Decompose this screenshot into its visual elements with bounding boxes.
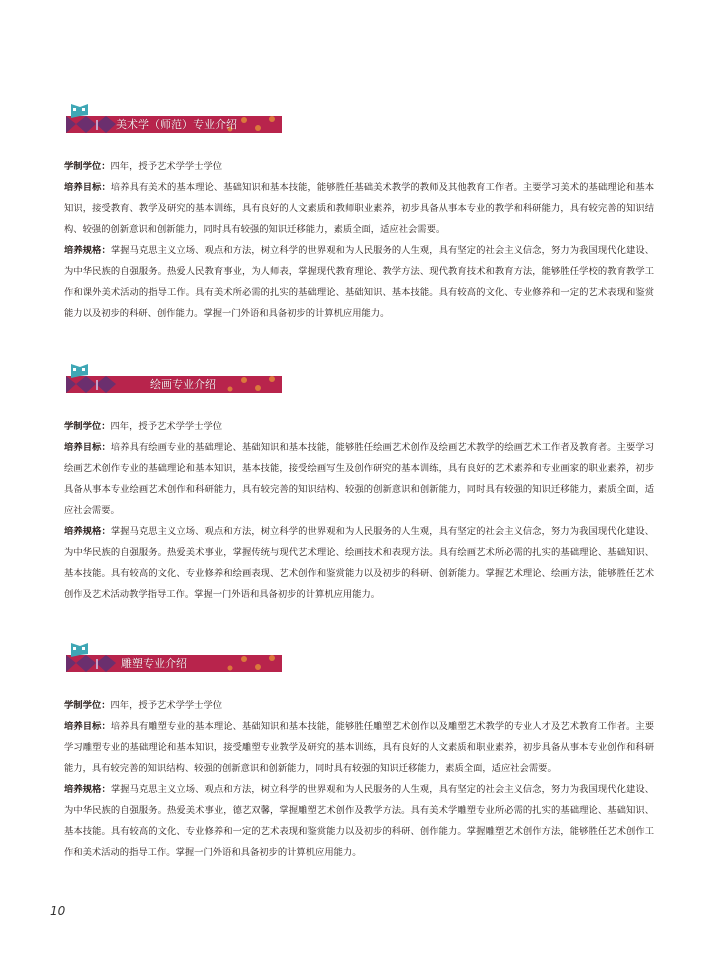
- goal-label: 培养目标：: [64, 442, 111, 453]
- major-section-fine-arts: [64, 104, 654, 324]
- section-banner: [66, 104, 282, 134]
- spec-text: 掌握马克思主义立场、观点和方法，树立科学的世界观和为人民服务的人生观，具有坚定的社会主义信念，努力为我国现代化建设、为中华民族的自强服务。热爱美术事业，掌握传统与现代艺术理论、绘画技术和表现方法。具有绘画艺术所必需的扎实的基础理论、基础知识、基本技能。具有较高的文化、专业修养和绘画表现、艺术创作和鉴赏能力以及初步的科研、创新能力。掌握艺术理论、绘画方法，能够胜任艺术创作及艺术活动教学指导工作。掌握一门外语和具备初步的计算机应用能力。: [64, 526, 654, 600]
- study-label: 学制学位：: [64, 421, 111, 432]
- study-paragraph: [64, 156, 654, 177]
- goal-text: 培养具有美术的基本理论、基础知识和基本技能，能够胜任基础美术教学的教师及其他教育工作者。主要学习美术的基础理论和基本知识，接受教育、教学及研究的基本训练，具有良好的人文素质和教师职业素养，初步具备从事本专业的教学和科研能力，具有较完善的知识结构、较强的创新意识和创新能力，同时具有较强的知识迁移能力，素质全面，适应社会需要。: [64, 182, 654, 235]
- study-paragraph: [64, 695, 654, 716]
- spec-text: 掌握马克思主义立场、观点和方法，树立科学的世界观和为人民服务的人生观，具有坚定的社会主义信念，努力为我国现代化建设、为中华民族的自强服务。热爱美术事业，德艺双馨，掌握雕塑艺术创作及教学方法。具有美术学雕塑专业所必需的扎实的基础理论、基础知识、基本技能。具有较高的文化、专业修养和一定的艺术表现和鉴赏能力以及初步的科研、创作能力。掌握雕塑艺术创作方法，能够胜任艺术创作工作和美术活动的指导工作。掌握一门外语和具备初步的计算机应用能力。: [64, 784, 654, 858]
- goal-paragraph: [64, 437, 654, 521]
- spec-paragraph: [64, 521, 654, 605]
- goal-paragraph: [64, 716, 654, 779]
- spec-label: 培养规格：: [64, 784, 111, 795]
- spec-label: 培养规格：: [64, 245, 111, 256]
- section-banner: [66, 643, 282, 673]
- study-text: 四年，授予艺术学学士学位: [110, 161, 223, 172]
- section-title: 雕塑专业介绍: [121, 657, 187, 670]
- section-title: 美术学（师范）专业介绍: [116, 118, 237, 131]
- study-text: 四年，授予艺术学学士学位: [110, 700, 223, 711]
- goal-label: 培养目标：: [64, 182, 111, 193]
- page-number: 10: [50, 904, 66, 918]
- section-body: [64, 695, 654, 863]
- goal-paragraph: [64, 177, 654, 240]
- spec-text: 掌握马克思主义立场、观点和方法，树立科学的世界观和为人民服务的人生观，具有坚定的社会主义信念，努力为我国现代化建设、为中华民族的自强服务。热爱人民教育事业，为人师表，掌握现代教育理论、教学方法、现代教育技术和教育方法，能够胜任学校的教育教学工作和课外美术活动的指导工作。具有美术所必需的扎实的基础理论、基础知识、基本技能。具有较高的文化、专业修养和一定的艺术表现和鉴赏能力以及初步的科研、创作能力。掌握一门外语和具备初步的计算机应用能力。: [64, 245, 654, 319]
- study-text: 四年，授予艺术学学士学位: [110, 421, 223, 432]
- goal-label: 培养目标：: [64, 721, 111, 732]
- major-section-sculpture: [64, 643, 654, 863]
- spec-paragraph: [64, 779, 654, 863]
- major-section-painting: [64, 364, 654, 605]
- spec-paragraph: [64, 240, 654, 324]
- section-title: 绘画专业介绍: [150, 378, 216, 391]
- study-label: 学制学位：: [64, 700, 111, 711]
- study-label: 学制学位：: [64, 161, 111, 172]
- goal-text: 培养具有雕塑专业的基本理论、基础知识和基本技能，能够胜任雕塑艺术创作以及雕塑艺术教学的专业人才及艺术教育工作者。主要学习雕塑专业的基础理论和基本知识，接受雕塑专业教学及研究的基本训练，具有良好的人文素质和职业素养，初步具备从事本专业创作和科研能力，具有较完善的知识结构、较强的创新意识和创新能力，同时具有较强的知识迁移能力，素质全面，适应社会需要。: [64, 721, 654, 774]
- goal-text: 培养具有绘画专业的基础理论、基础知识和基本技能，能够胜任绘画艺术创作及绘画艺术教学的绘画艺术工作者及教育者。主要学习绘画艺术创作专业的基础理论和基本知识，基本技能，接受绘画写生及创作研究的基本训练，具有良好的艺术素养和专业画家的职业素养，初步具备从事本专业绘画艺术创作和科研能力，具有较完善的知识结构、较强的创新意识和创新能力，同时具有较强的知识迁移能力，素质全面，适应社会需要。: [64, 442, 654, 516]
- study-paragraph: [64, 416, 654, 437]
- section-banner: [66, 364, 282, 394]
- section-body: [64, 156, 654, 324]
- section-body: [64, 416, 654, 605]
- spec-label: 培养规格：: [64, 526, 111, 537]
